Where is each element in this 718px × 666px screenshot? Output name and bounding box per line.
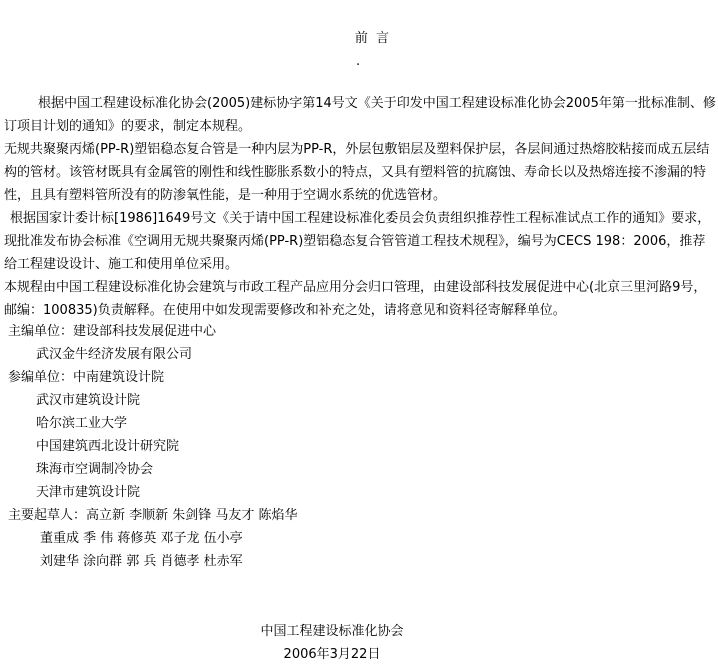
- participant-unit-1: 中南建筑设计院: [73, 370, 165, 385]
- paragraph-approval: 根据国家计委计标[1986]1649号文《关于请中国工程建设标准化委员会负责组织推荐性工程标准试点工作的通知》要求，现批准发布协会标准《空调用无规共聚聚丙烯(PP-R)塑铝稳态复合管管道工程技术规程》，编号为CECS 198：2006，推荐给工程建设设计、施工和使用单位采用。: [4, 211, 711, 272]
- chief-unit-row: [0, 320, 718, 343]
- participant-unit-label: 参编单位：: [8, 370, 74, 385]
- chief-unit-2: 武汉金牛经济发展有限公司: [36, 347, 193, 362]
- title-dot: .: [356, 54, 361, 69]
- page-title: 前 言: [354, 31, 392, 46]
- signature-block: [0, 620, 664, 666]
- participant-unit-row: [0, 366, 718, 389]
- paragraph-basis: 根据中国工程建设标准化协会(2005)建标协字第14号文《关于印发中国工程建设标准化协会2005年第一批标准制、修订项目计划的通知》的要求，制定本规程。: [4, 96, 716, 134]
- drafters-row: [0, 504, 718, 527]
- participant-unit-3: 哈尔滨工业大学: [36, 416, 128, 431]
- participant-unit-5: 珠海市空调制冷协会: [36, 462, 154, 477]
- paragraph-material: 无规共聚聚丙烯(PP-R)塑铝稳态复合管是一种内层为PP-R，外层包敷铝层及塑料保护层，各层间通过热熔胶粘接而成五层结构的管材。该管材既具有金属管的刚性和线性膨胀系数小的特点，又具有塑料管的抗腐蚀、寿命长以及热熔连接不渗漏的特性，且具有塑料管所没有的防渗氧性能，是一种用于空调水系统的优选管材。: [4, 142, 710, 203]
- drafters-line-3: 刘建华 涂向群 郭 兵 肖德孝 杜赤军: [40, 554, 243, 569]
- drafters-line-1: 高立新 李顺新 朱剑锋 马友才 陈焰华: [86, 508, 298, 523]
- participant-unit-2: 武汉市建筑设计院: [36, 393, 141, 408]
- participant-unit-4: 中国建筑西北设计研究院: [36, 439, 180, 454]
- signature-org: 中国工程建设标准化协会: [260, 624, 404, 639]
- chief-unit-label: 主编单位：: [8, 324, 74, 339]
- preface-body: [4, 92, 716, 322]
- chief-unit-1: 建设部科技发展促进中心: [73, 324, 217, 339]
- participant-unit-6: 天津市建筑设计院: [36, 485, 141, 500]
- paragraph-management: 本规程由中国工程建设标准化协会建筑与市政工程产品应用分会归口管理，由建设部科技发展促进中心(北京三里河路9号，邮编：100835)负责解释。在使用中如发现需要修改和补充之处，请将意见和资料径寄解释单位。: [4, 280, 707, 318]
- drafters-label: 主要起草人：: [8, 508, 87, 523]
- units-list: [0, 320, 718, 573]
- drafters-line-2: 董重成 季 伟 蒋修英 邓子龙 伍小亭: [40, 531, 243, 546]
- signature-date: 2006年3月22日: [283, 647, 381, 662]
